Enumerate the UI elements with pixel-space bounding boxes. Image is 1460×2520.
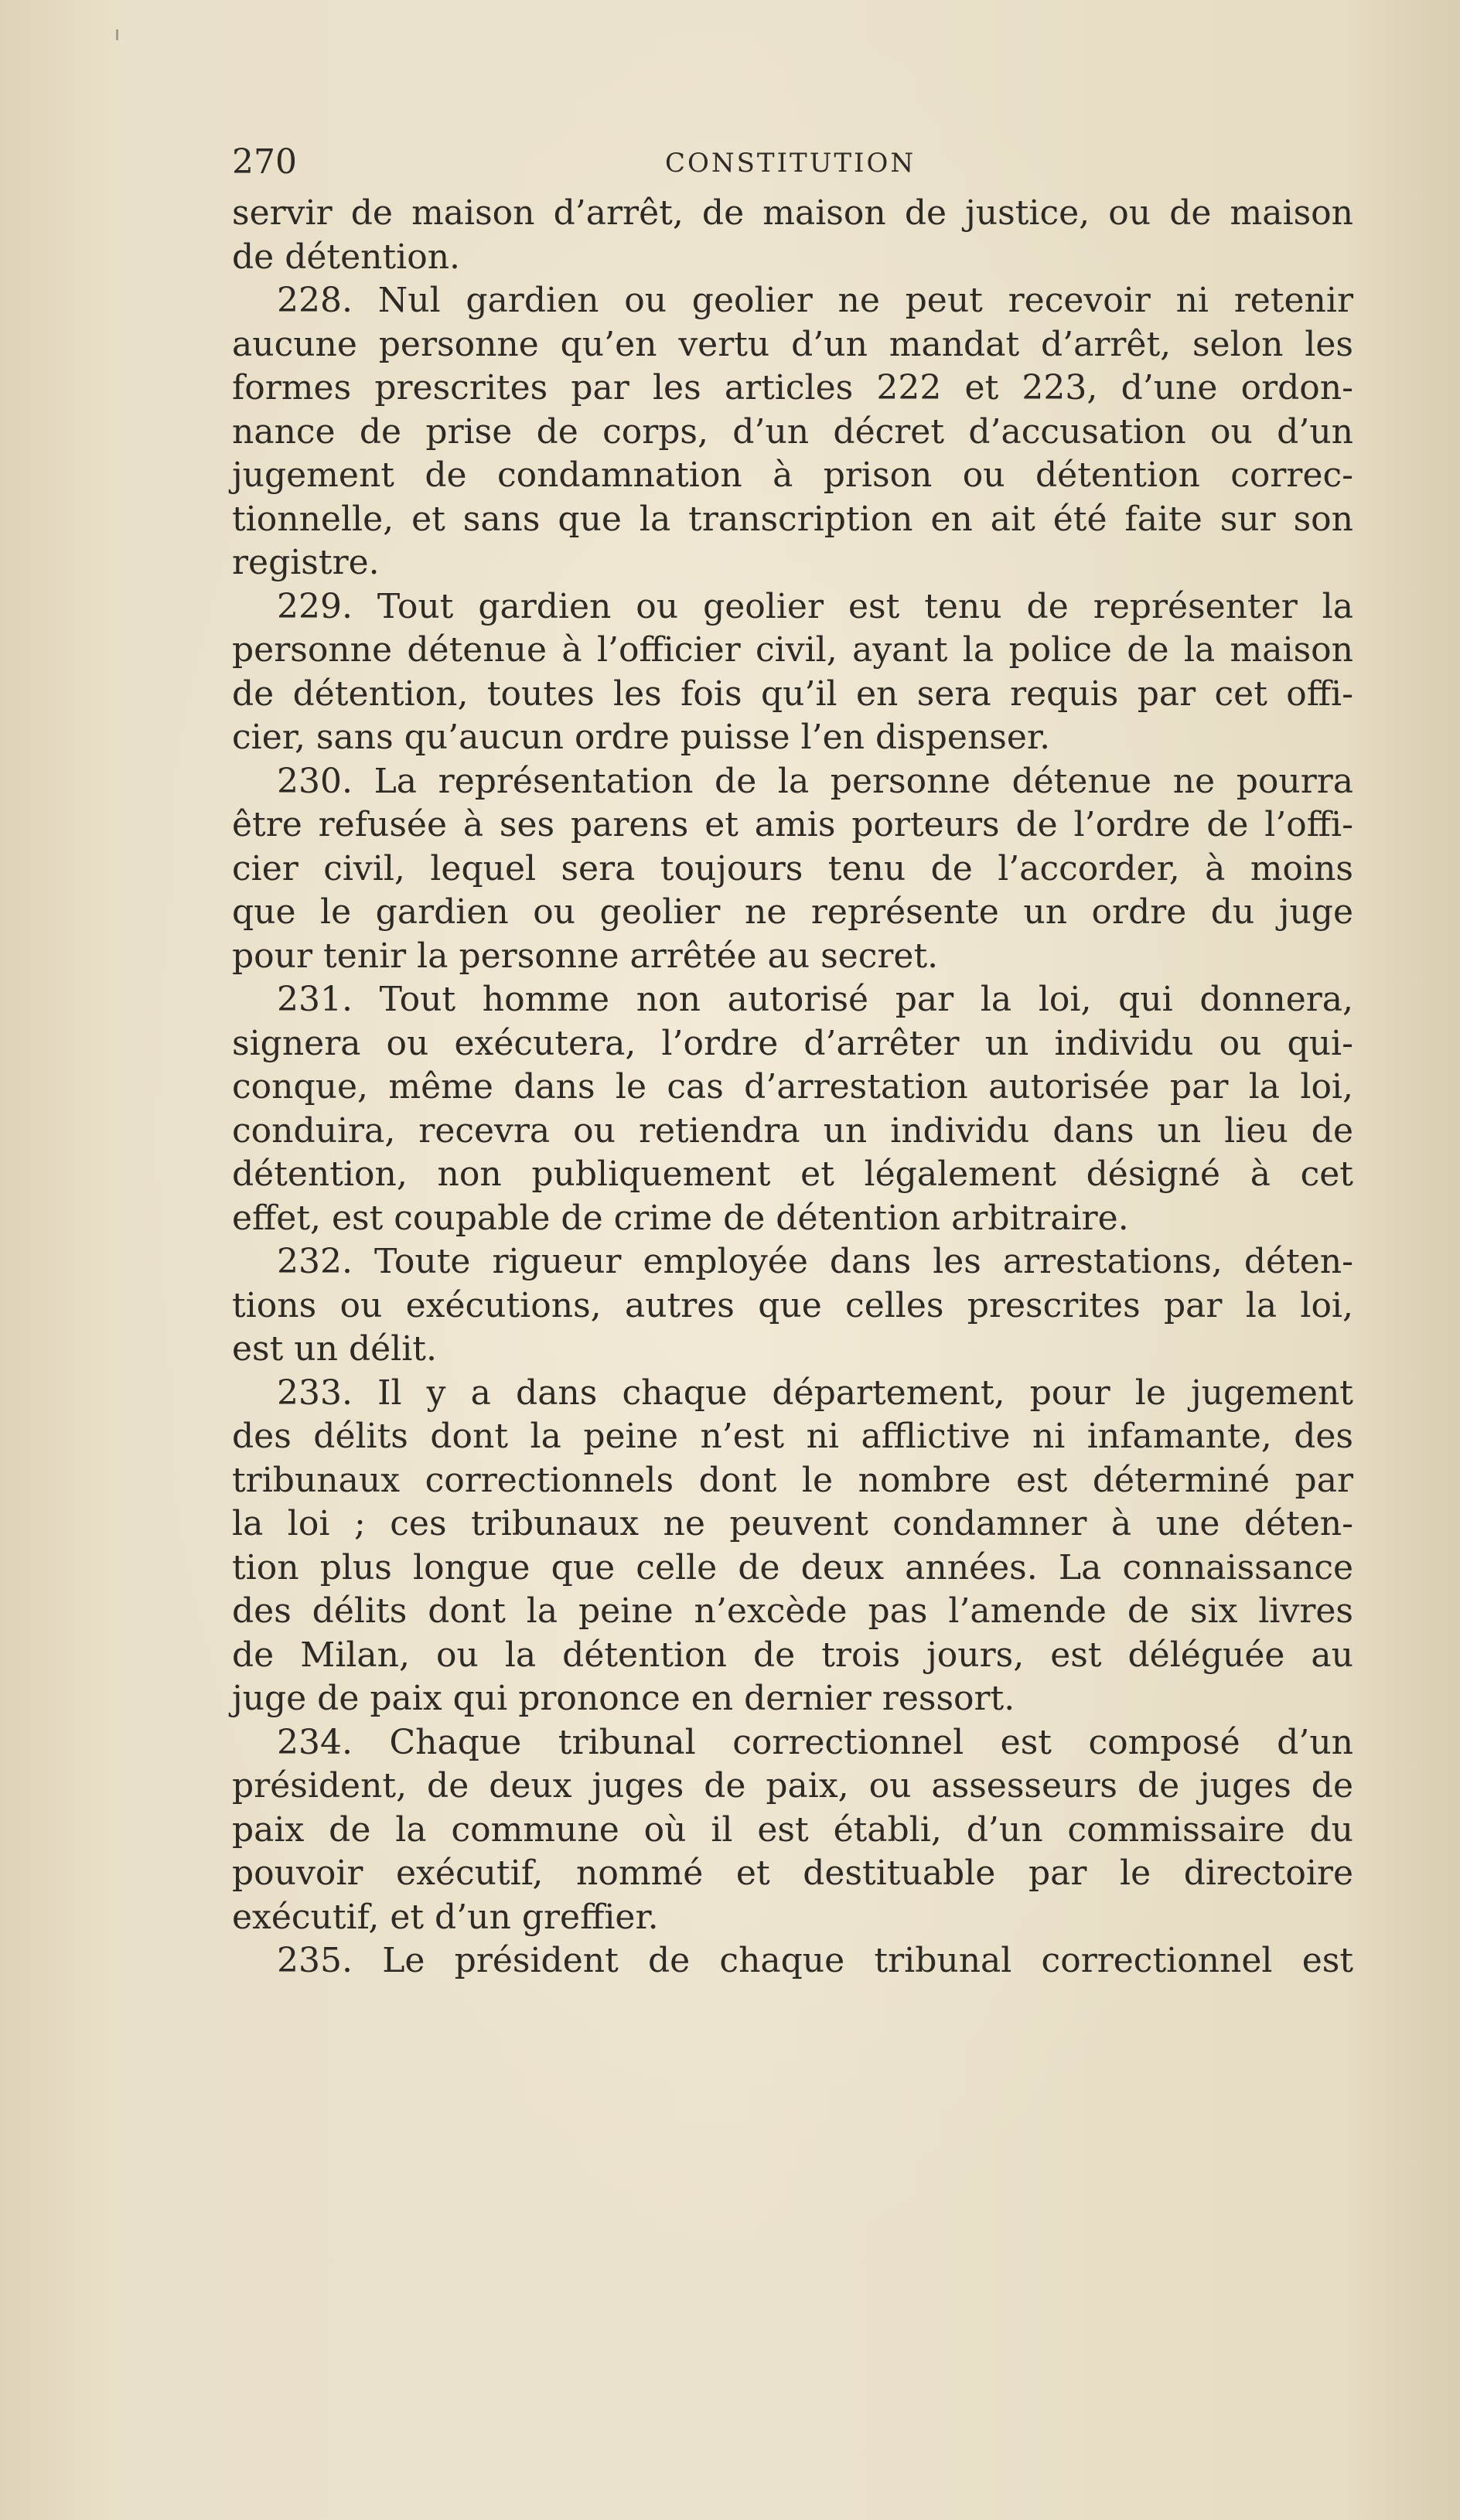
text-line: tribunaux correctionnels dont le nombre est déterminé par <box>232 1460 1353 1500</box>
text-line: effet, est coupable de crime de détention arbitraire. <box>232 1198 1129 1238</box>
text-line: servir de maison d’arrêt, de maison de justice, ou de maison <box>232 193 1353 233</box>
running-head: CONSTITUTION <box>665 148 916 179</box>
text-line: formes prescrites par les articles 222 et 223, d’une ordon- <box>232 368 1353 407</box>
text-line: 230. La représentation de la personne détenue ne pourra <box>277 761 1353 801</box>
text-line: nance de prise de corps, d’un décret d’accusation ou d’un <box>232 411 1353 452</box>
text-line: de Milan, ou la détention de trois jours, est déléguée au <box>232 1635 1353 1675</box>
text-line: signera ou exécutera, l’ordre d’arrêter un individu ou qui- <box>232 1023 1353 1063</box>
text-line: des délits dont la peine n’est ni afflictive ni infamante, des <box>232 1417 1353 1456</box>
text-line: tions ou exécutions, autres que celles prescrites par la loi, <box>232 1285 1353 1325</box>
text-line: aucune personne qu’en vertu d’un mandat d’arrêt, selon les <box>232 324 1353 364</box>
text-line: registre. <box>232 543 380 582</box>
text-line: cier civil, lequel sera toujours tenu de l’accorder, à moins <box>232 848 1353 888</box>
text-line: tion plus longue que celle de deux années. La connaissance <box>232 1547 1353 1587</box>
text-line: jugement de condamnation à prison ou détention correc- <box>232 455 1353 495</box>
text-line: paix de la commune où il est établi, d’un commissaire du <box>232 1809 1353 1850</box>
text-line: 235. Le président de chaque tribunal correctionnel est <box>277 1941 1353 1980</box>
text-line: cier, sans qu’aucun ordre puisse l’en dispenser. <box>232 718 1051 757</box>
text-line: personne détenue à l’officier civil, ayant la police de la maison <box>232 630 1353 670</box>
page-header <box>232 139 1353 193</box>
text-line: que le gardien ou geolier ne représente un ordre du juge <box>232 892 1353 932</box>
text-line: pouvoir exécutif, nommé et destituable par le directoire <box>232 1853 1353 1893</box>
text-line: 231. Tout homme non autorisé par la loi, qui donnera, <box>277 980 1353 1019</box>
text-line: des délits dont la peine n’excède pas l’amende de six livres <box>232 1591 1353 1631</box>
text-line: 233. Il y a dans chaque département, pour le jugement <box>277 1373 1353 1413</box>
text-line: de détention. <box>232 237 461 277</box>
body-text <box>232 192 1353 1983</box>
text-line: de détention, toutes les fois qu’il en sera requis par cet offi- <box>232 673 1353 714</box>
text-line: juge de paix qui prononce en dernier ressort. <box>232 1679 1015 1718</box>
text-line: la loi ; ces tribunaux ne peuvent condamner à une déten- <box>232 1504 1353 1543</box>
page-number: 270 <box>232 142 297 182</box>
margin-mark <box>116 29 118 40</box>
text-line: 232. Toute rigueur employée dans les arrestations, déten- <box>277 1242 1353 1281</box>
text-line: est un délit. <box>232 1329 437 1369</box>
text-line: pour tenir la personne arrêtée au secret. <box>232 936 939 976</box>
text-line: 229. Tout gardien ou geolier est tenu de représenter la <box>277 586 1353 626</box>
text-line: 228. Nul gardien ou geolier ne peut recevoir ni retenir <box>277 281 1353 320</box>
text-line: conduira, recevra ou retiendra un individu dans un lieu de <box>232 1110 1353 1151</box>
text-line: être refusée à ses parens et amis porteurs de l’ordre de l’offi- <box>232 805 1353 844</box>
text-line: exécutif, et d’un greffier. <box>232 1897 659 1937</box>
text-line: conque, même dans le cas d’arrestation autorisée par la loi, <box>232 1067 1353 1107</box>
text-line: tionnelle, et sans que la transcription en ait été faite sur son <box>232 499 1353 539</box>
text-line: président, de deux juges de paix, ou assesseurs de juges de <box>232 1766 1353 1806</box>
text-line: détention, non publiquement et légalement désigné à cet <box>232 1154 1353 1194</box>
text-line: 234. Chaque tribunal correctionnel est composé d’un <box>277 1722 1353 1762</box>
